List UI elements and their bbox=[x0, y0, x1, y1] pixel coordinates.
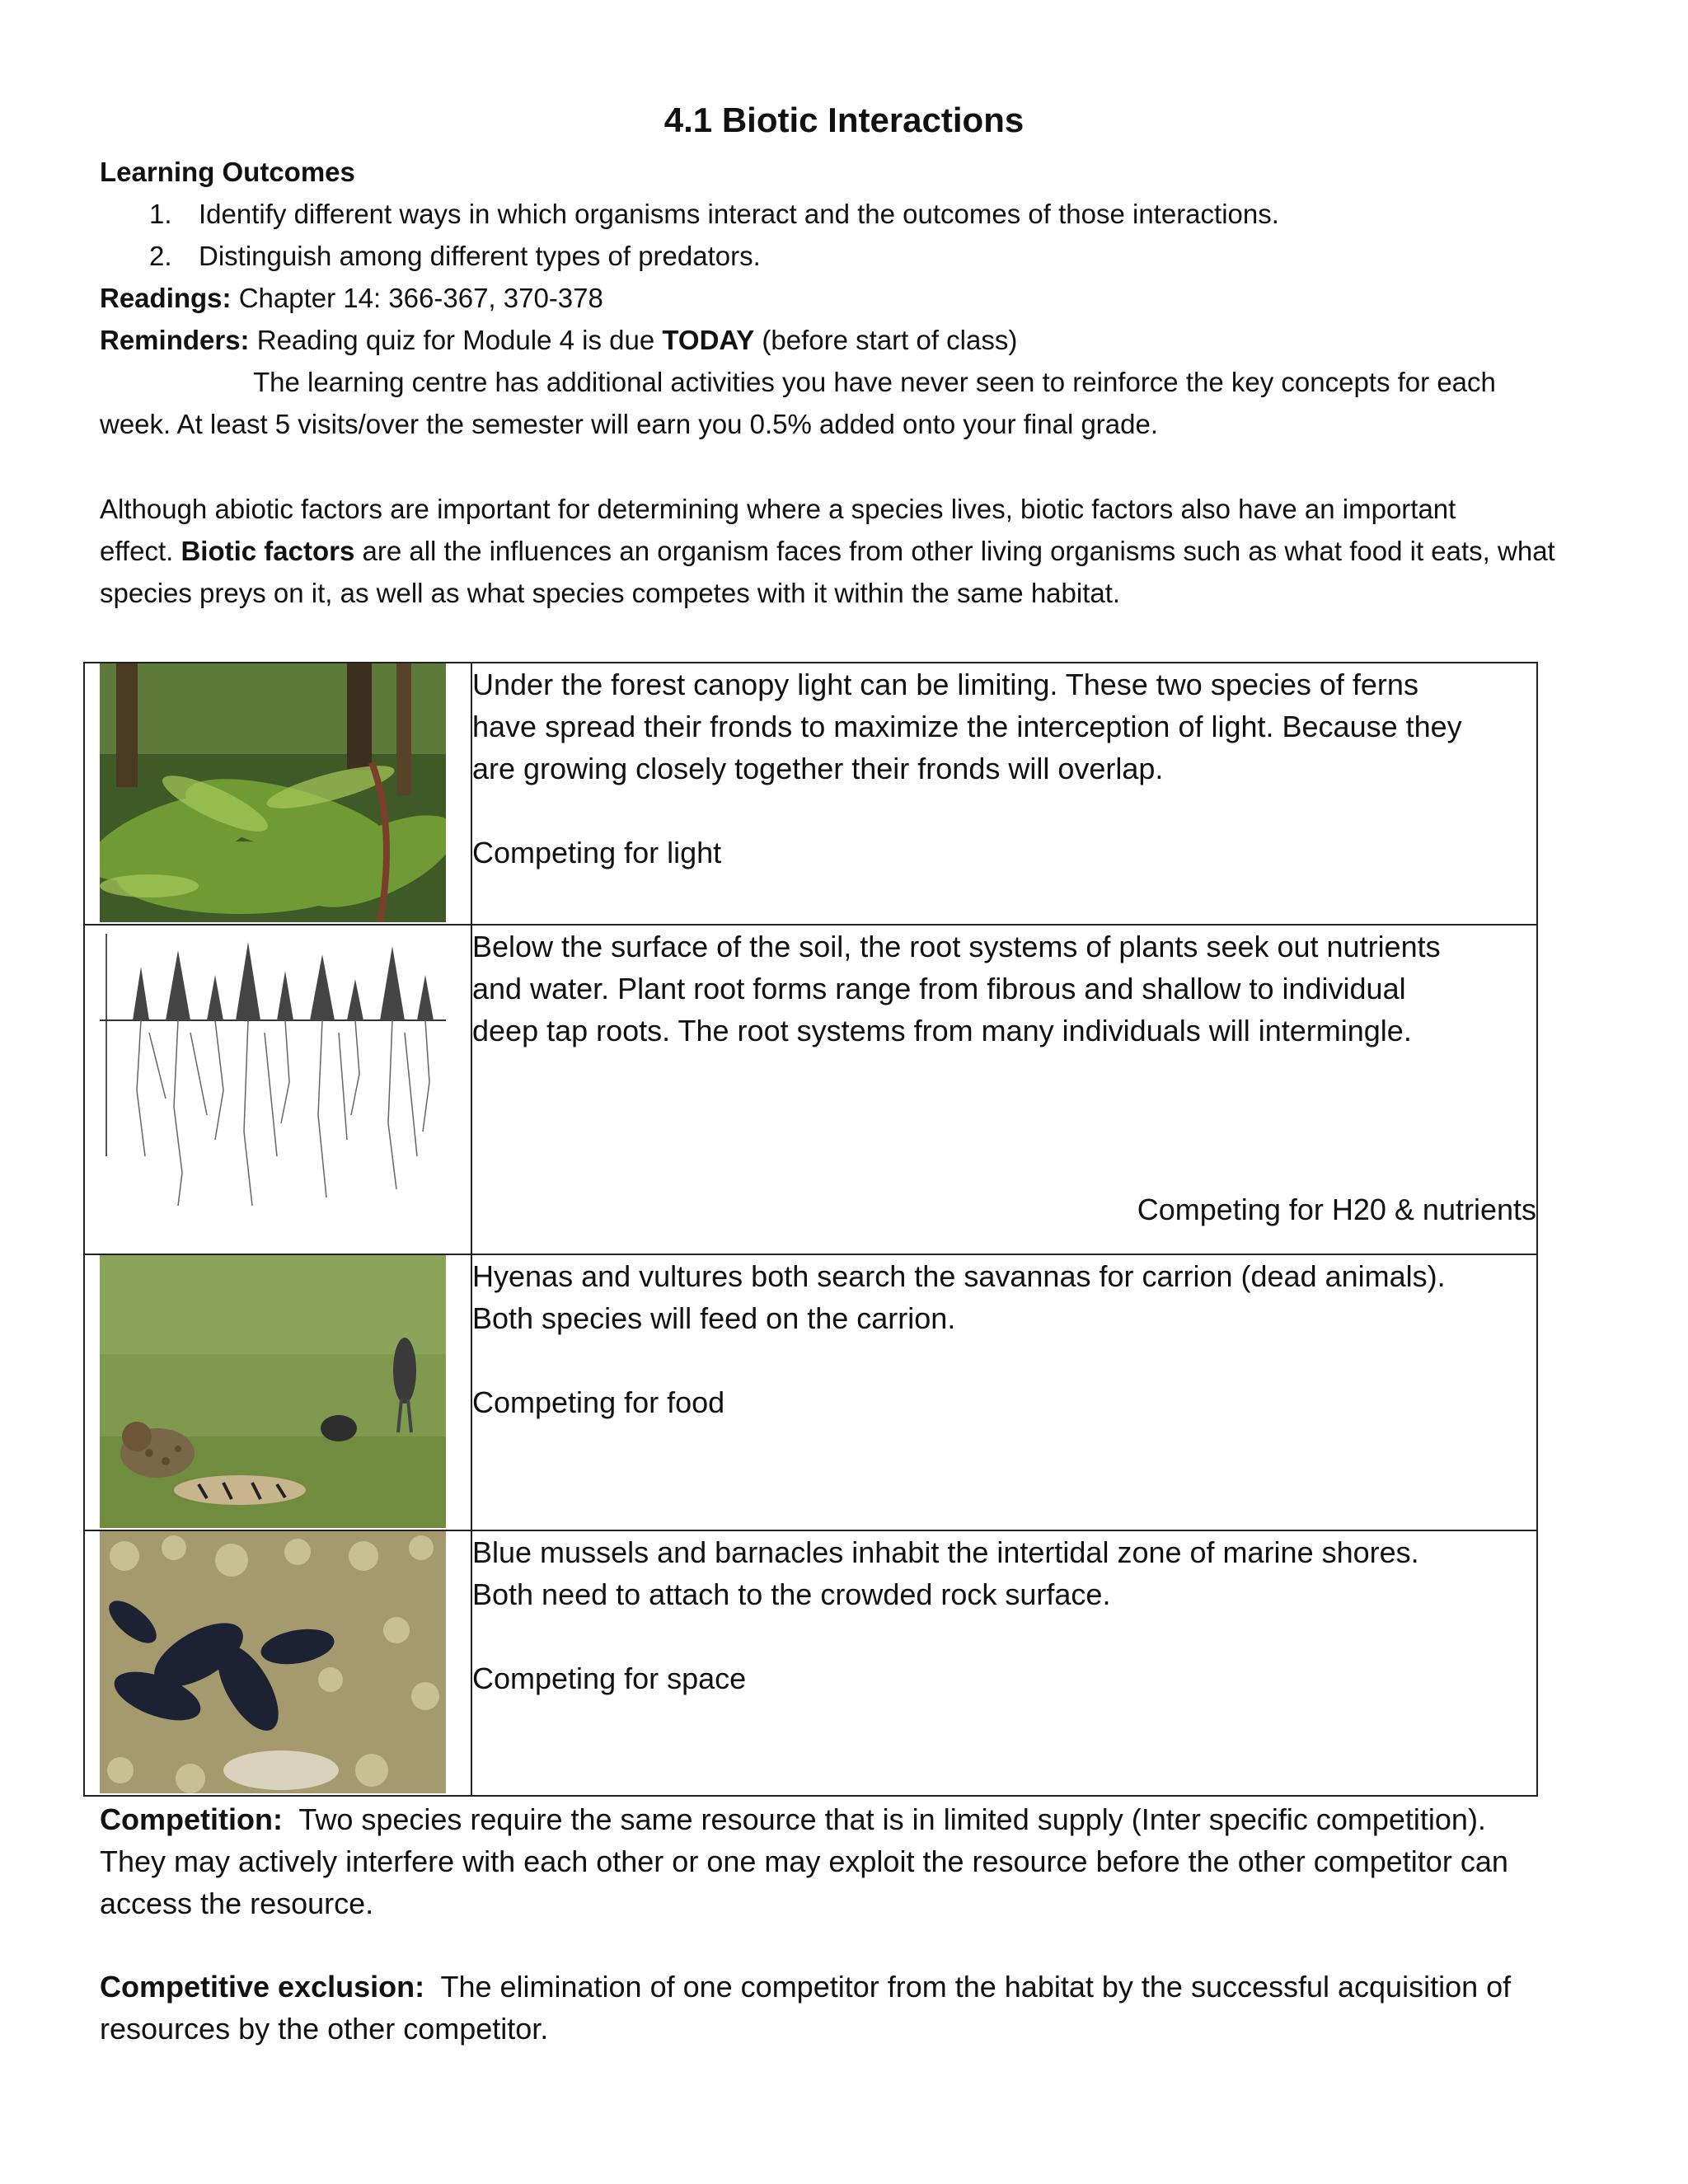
description-line: and water. Plant root forms range from fibrous and shallow to individual bbox=[472, 972, 1406, 1005]
definition-text: Two species require the same resource that is in limited supply (Inter specific competition). bbox=[282, 1802, 1486, 1836]
definition-text: The elimination of one competitor from the habitat by the successful acquisition of bbox=[424, 1970, 1512, 2004]
description-line: are growing closely together their fronds will overlap. bbox=[472, 752, 1164, 785]
intro-text: effect. bbox=[100, 536, 181, 566]
reminders-text: Reading quiz for Module 4 is due bbox=[249, 325, 663, 355]
intro-line-1: Although abiotic factors are important for determining where a species lives, biotic factors also have an important bbox=[100, 494, 1456, 524]
competition-definition bbox=[100, 1798, 1600, 1924]
competitive-exclusion-term: Competitive exclusion: bbox=[100, 1970, 425, 2004]
readings-line bbox=[100, 283, 603, 314]
learning-outcomes-heading: Learning Outcomes bbox=[100, 157, 355, 187]
table-row bbox=[84, 925, 1537, 1254]
description-cell bbox=[471, 663, 1537, 925]
reminders-emphasis: TODAY bbox=[662, 325, 755, 355]
table-row bbox=[84, 1530, 1537, 1796]
competition-examples-table bbox=[83, 662, 1538, 1797]
page-title: 4.1 Biotic Interactions bbox=[663, 101, 1025, 139]
readings-label: Readings: bbox=[100, 283, 232, 313]
description-line: Both species will feed on the carrion. bbox=[472, 1301, 956, 1335]
image-cell bbox=[84, 1530, 471, 1796]
competitive-exclusion-definition bbox=[100, 1966, 1600, 2050]
outcome-number: 2. bbox=[149, 241, 172, 271]
description-line: have spread their fronds to maximize the interception of light. Because they bbox=[472, 710, 1462, 743]
description-cell bbox=[471, 1254, 1537, 1530]
description-line: Both need to attach to the crowded rock surface. bbox=[472, 1577, 1111, 1611]
intro-text-after: are all the influences an organism faces from other living organisms such as what food it eats, what bbox=[354, 536, 1555, 566]
reminders-line-2: The learning centre has additional activities you have never seen to reinforce the key concepts for each bbox=[253, 367, 1496, 397]
definition-line: They may actively interfere with each other or one may exploit the resource before the other competitor can bbox=[100, 1844, 1508, 1878]
table-row bbox=[84, 1254, 1537, 1530]
intro-line-3: species preys on it, as well as what species competes with it within the same habitat. bbox=[100, 578, 1121, 608]
fern-forest-photo bbox=[100, 663, 446, 922]
competing-label: Competing for space bbox=[472, 1661, 747, 1695]
definition-line: access the resource. bbox=[100, 1886, 374, 1920]
competing-label: Competing for H20 & nutrients bbox=[1137, 1193, 1536, 1226]
image-cell bbox=[84, 1254, 471, 1530]
root-systems-drawing bbox=[100, 926, 446, 1252]
reminders-text-after: (before start of class) bbox=[754, 325, 1018, 355]
definition-line: resources by the other competitor. bbox=[100, 2012, 549, 2046]
description-cell bbox=[471, 925, 1537, 1254]
outcome-item: Distinguish among different types of predators. bbox=[199, 241, 761, 271]
competing-label: Competing for light bbox=[472, 836, 722, 869]
image-cell bbox=[84, 663, 471, 925]
reminders-line-3: week. At least 5 visits/over the semester will earn you 0.5% added onto your final grade. bbox=[100, 409, 1159, 439]
image-cell bbox=[84, 925, 471, 1254]
description-line: Hyenas and vultures both search the savannas for carrion (dead animals). bbox=[472, 1259, 1446, 1293]
description-line: Under the forest canopy light can be limiting. These two species of ferns bbox=[472, 668, 1418, 701]
competing-label: Competing for food bbox=[472, 1385, 725, 1419]
hyena-vultures-photo bbox=[100, 1255, 446, 1528]
table-row bbox=[84, 663, 1537, 925]
mussels-barnacles-photo bbox=[100, 1531, 446, 1793]
readings-text: Chapter 14: 366-367, 370-378 bbox=[231, 283, 603, 313]
outcome-item: Identify different ways in which organisms interact and the outcomes of those interactions. bbox=[199, 199, 1279, 229]
description-line: Blue mussels and barnacles inhabit the intertidal zone of marine shores. bbox=[472, 1535, 1419, 1569]
biotic-factors-term: Biotic factors bbox=[181, 536, 355, 566]
intro-line-2 bbox=[100, 536, 1555, 567]
description-line: deep tap roots. The root systems from many individuals will intermingle. bbox=[472, 1014, 1412, 1047]
description-line: Below the surface of the soil, the root systems of plants seek out nutrients bbox=[472, 930, 1441, 963]
outcome-number: 1. bbox=[149, 199, 172, 229]
description-cell bbox=[471, 1530, 1537, 1796]
reminders-label: Reminders: bbox=[100, 325, 250, 355]
competition-term: Competition: bbox=[100, 1802, 283, 1836]
reminders-line bbox=[100, 325, 1017, 356]
